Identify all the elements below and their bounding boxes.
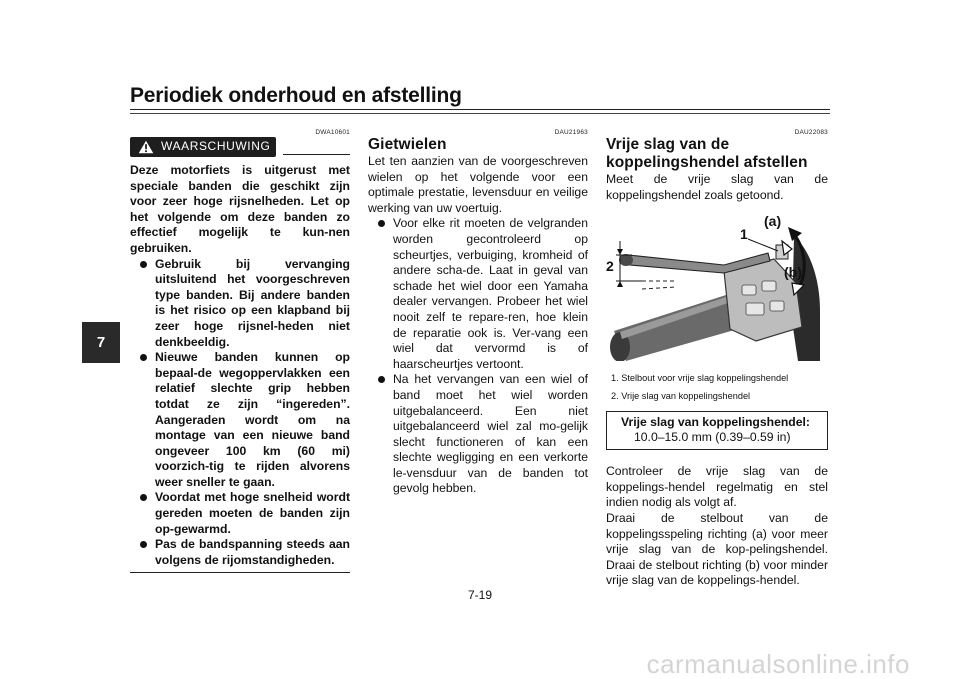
column-clutch bbox=[606, 125, 828, 589]
list-item: Voor elke rit moeten de velgranden worden gecontroleerd op scheurtjes, verbuiging, kromheid of andere scha-de. Laat in geval van schade het wiel door een Yamaha dealer vervangen. Probeer het wiel nooit zelf te repare-ren, hoe klein de reparatie ook is. Ver-vang een wiel dat vervormd is of haarscheurtjes vertoont. bbox=[368, 216, 588, 372]
spec-box bbox=[606, 411, 828, 450]
list-item: Voordat met hoge snelheid wordt gereden moeten de banden zijn op-gewarmd. bbox=[130, 490, 350, 537]
caption-2: 2. Vrije slag van koppelingshendel bbox=[611, 391, 751, 402]
section-intro: Meet de vrije slag van de koppelingshendel zoals getoond. bbox=[606, 172, 828, 202]
column-warning bbox=[130, 125, 350, 573]
warning-intro: Deze motorfiets is uitgerust met speciale banden die geschikt zijn voor zeer hoge rijsnelheden. Let op het volgende om deze banden zo effectief mogelijk te kun-nen gebruiken. bbox=[130, 163, 350, 255]
page-header bbox=[130, 84, 830, 108]
figure-label-2: 2 bbox=[606, 258, 614, 275]
reference-code: DWA10601 bbox=[315, 129, 350, 136]
clutch-lever-figure bbox=[606, 211, 828, 361]
bullet-icon bbox=[140, 354, 147, 361]
spec-title: Vrije slag van koppelingshendel: bbox=[621, 415, 810, 430]
bullet-icon bbox=[140, 261, 147, 268]
figure-label-1: 1 bbox=[740, 226, 748, 243]
list-item: Pas de bandspanning steeds aan volgens de rijomstandigheden. bbox=[130, 537, 350, 568]
warning-end-rule bbox=[130, 572, 350, 573]
reference-code: DAU22083 bbox=[794, 129, 828, 136]
bullet-icon bbox=[140, 541, 147, 548]
handlebar-illustration bbox=[606, 211, 828, 361]
figure-captions bbox=[606, 369, 828, 405]
body-paragraph-1: Controleer de vrije slag van de koppelings-hendel regelmatig en stel indien nodig als volgt af. bbox=[606, 464, 828, 510]
page-title: Periodiek onderhoud en afstelling bbox=[130, 84, 462, 107]
warning-triangle-icon bbox=[138, 140, 154, 154]
list-item: Gebruik bij vervanging uitsluitend het voorgeschreven type banden. Bij andere banden is het risico op een klapband bij zeer hoge rijsnel-heden niet denkbeeldig. bbox=[130, 257, 350, 351]
figure-label-b: (b) bbox=[784, 264, 802, 281]
body-paragraph-2: Draai de stelbout van de koppelingsspeling richting (a) voor meer vrije slag van de kop-pelingshendel. Draai de stelbout richting (b) voor minder vrije slag van de koppelings-hendel. bbox=[606, 510, 828, 588]
warning-header bbox=[130, 137, 350, 159]
reference-code: DAU21963 bbox=[554, 129, 588, 136]
bullet-icon bbox=[378, 220, 385, 227]
warning-label: WAARSCHUWING bbox=[161, 139, 271, 154]
chapter-tab: 7 bbox=[82, 322, 120, 363]
caption-1: 1. Stelbout voor vrije slag koppelingshendel bbox=[611, 373, 789, 384]
list-item: Na het vervangen van een wiel of band moet het wiel worden uitgebalanceerd. Een niet uitgebalanceerd wiel zal mo-gelijk slecht functioneren of kan een slechte wegligging en een verkorte le-vensduur van de banden tot gevolg hebben. bbox=[368, 372, 588, 497]
section-intro: Let ten aanzien van de voorgeschreven wielen op het volgende voor een optimale prestatie, levensduur en veilige werking van uw voertuig. bbox=[368, 154, 588, 215]
wheels-list bbox=[368, 216, 588, 497]
warning-rule bbox=[283, 154, 350, 155]
warning-badge bbox=[130, 137, 276, 157]
header-rule-thin bbox=[130, 113, 830, 114]
section-title: Vrije slag van de koppelingshendel afstellen bbox=[606, 136, 808, 171]
column-wheels bbox=[368, 125, 588, 497]
page-number: 7-19 bbox=[467, 588, 493, 602]
watermark: carmanualsonline.info bbox=[646, 649, 910, 679]
spec-value: 10.0–15.0 mm (0.39–0.59 in) bbox=[634, 430, 791, 445]
section-title: Gietwielen bbox=[368, 136, 447, 153]
figure-label-a: (a) bbox=[764, 213, 782, 230]
list-item: Nieuwe banden kunnen op bepaal-de wegoppervlakken een relatief slechte grip hebben totdat ze zijn “ingereden”. Aangeraden wordt om na montage van een nieuwe band ongeveer 100 km (60 mi) voorzich-tig te rijden alvorens weer sneller te gaan. bbox=[130, 350, 350, 490]
warning-list bbox=[130, 257, 350, 569]
bullet-icon bbox=[140, 494, 147, 501]
bullet-icon bbox=[378, 376, 385, 383]
header-rule bbox=[130, 109, 830, 110]
